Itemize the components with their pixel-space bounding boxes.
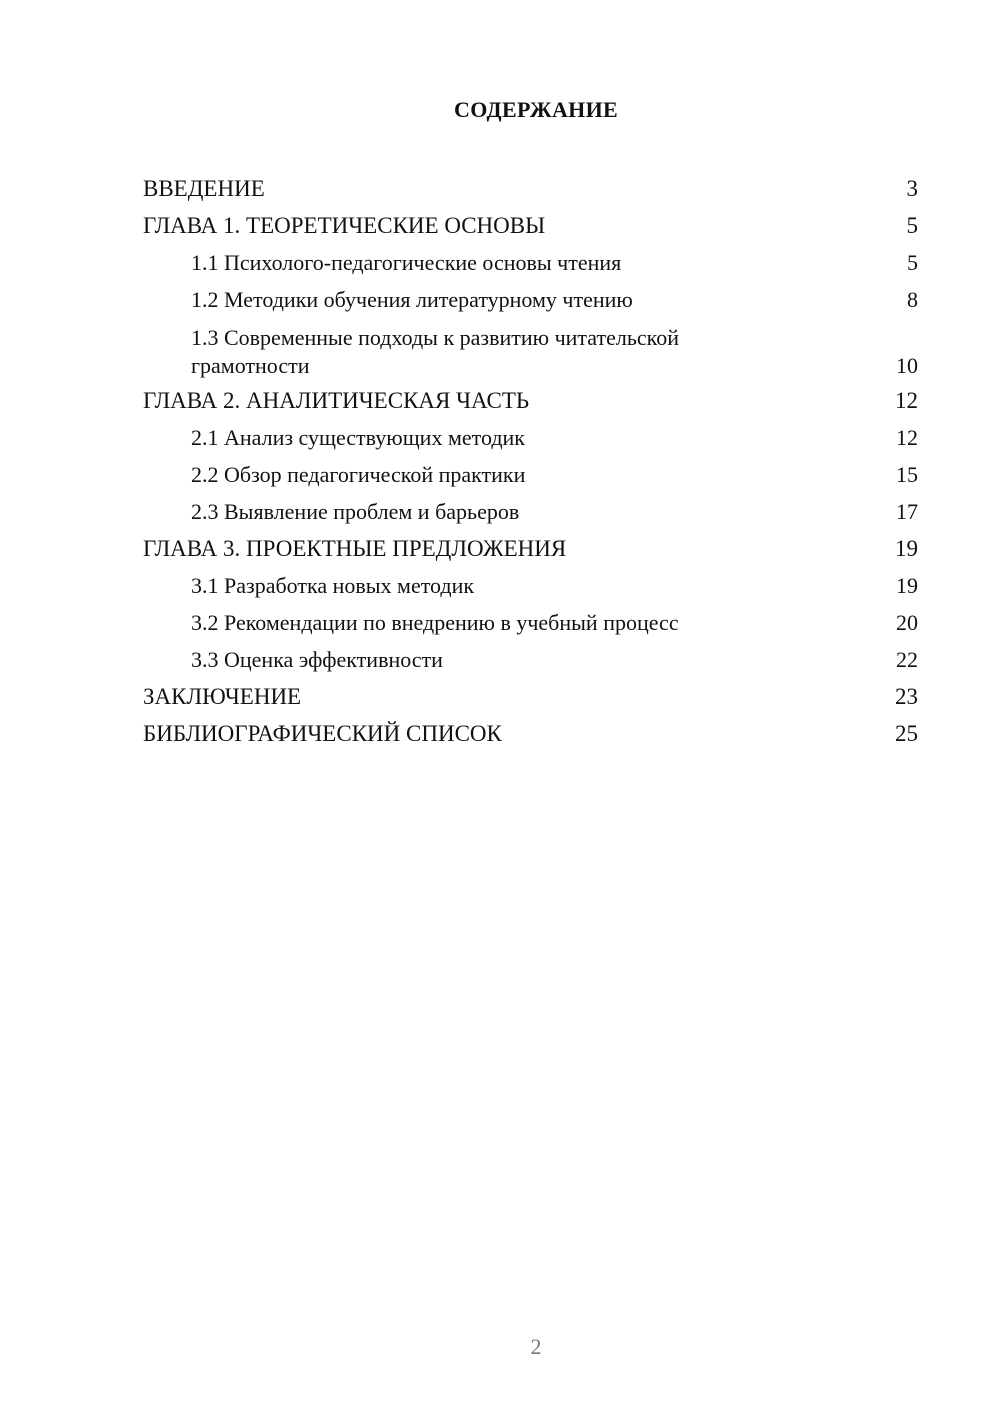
toc-entry-section-3-2[interactable] bbox=[143, 602, 918, 639]
toc-entry-section-3-1[interactable] bbox=[143, 565, 918, 602]
toc-entry-title: 2.2 Обзор педагогической практики bbox=[191, 462, 526, 487]
page-number: 2 bbox=[530, 1334, 542, 1359]
toc-entry-page: 19 bbox=[895, 536, 918, 561]
toc-entry-page: 22 bbox=[896, 647, 918, 672]
toc-entry-chapter-1[interactable] bbox=[143, 205, 918, 242]
toc-entry-title: ВВЕДЕНИЕ bbox=[143, 176, 265, 201]
toc-entry-section-1-1[interactable] bbox=[143, 242, 918, 279]
toc-entry-title: 1.1 Психолого-педагогические основы чтения bbox=[191, 250, 622, 275]
toc-entry-title: 2.1 Анализ существующих методик bbox=[191, 425, 525, 450]
toc-entry-conclusion[interactable] bbox=[143, 676, 918, 713]
toc-entry-section-3-3[interactable] bbox=[143, 639, 918, 676]
toc-entry-title: БИБЛИОГРАФИЧЕСКИЙ СПИСОК bbox=[143, 721, 502, 746]
toc-entry-page: 12 bbox=[895, 388, 918, 413]
toc-entry-page: 8 bbox=[907, 287, 918, 312]
toc-entry-title: 2.3 Выявление проблем и барьеров bbox=[191, 499, 520, 524]
toc-entry-page: 20 bbox=[896, 610, 918, 635]
toc-entry-page: 19 bbox=[896, 573, 918, 598]
toc-entry-title: 3.2 Рекомендации по внедрению в учебный процесс bbox=[191, 610, 679, 635]
toc-entry-page: 5 bbox=[906, 213, 918, 238]
toc-entry-title: 3.1 Разработка новых методик bbox=[191, 573, 475, 598]
toc-entry-page: 17 bbox=[896, 499, 918, 524]
toc-entry-section-1-3[interactable] bbox=[143, 316, 918, 380]
toc-entry-page: 25 bbox=[895, 721, 918, 746]
toc-entry-bibliography[interactable] bbox=[143, 713, 918, 750]
toc-entry-page: 15 bbox=[896, 462, 918, 487]
toc-entry-section-2-1[interactable] bbox=[143, 417, 918, 454]
toc-entry-section-2-3[interactable] bbox=[143, 491, 918, 528]
toc-entry-section-1-2[interactable] bbox=[143, 279, 918, 316]
table-of-contents bbox=[143, 168, 918, 750]
toc-entry-chapter-3[interactable] bbox=[143, 528, 918, 565]
toc-entry-title: ГЛАВА 3. ПРОЕКТНЫЕ ПРЕДЛОЖЕНИЯ bbox=[143, 536, 567, 561]
toc-entry-section-2-2[interactable] bbox=[143, 454, 918, 491]
toc-entry-title: ГЛАВА 2. АНАЛИТИЧЕСКАЯ ЧАСТЬ bbox=[143, 388, 530, 413]
toc-entry-title: 3.3 Оценка эффективности bbox=[191, 647, 443, 672]
toc-entry-title: 1.3 Современные подходы к развитию читательской грамотности bbox=[191, 325, 679, 378]
toc-entry-title: 1.2 Методики обучения литературному чтению bbox=[191, 287, 633, 312]
toc-entry-page: 3 bbox=[906, 176, 918, 201]
toc-entry-chapter-2[interactable] bbox=[143, 380, 918, 417]
toc-entry-page: 5 bbox=[907, 250, 918, 275]
toc-entry-title: ГЛАВА 1. ТЕОРЕТИЧЕСКИЕ ОСНОВЫ bbox=[143, 213, 546, 238]
toc-entry-page: 23 bbox=[895, 684, 918, 709]
toc-entry-title: ЗАКЛЮЧЕНИЕ bbox=[143, 684, 302, 709]
toc-entry-page: 12 bbox=[896, 425, 918, 450]
toc-entry-introduction[interactable] bbox=[143, 168, 918, 205]
page-title: СОДЕРЖАНИЕ bbox=[454, 97, 618, 122]
toc-entry-page: 10 bbox=[896, 353, 918, 378]
